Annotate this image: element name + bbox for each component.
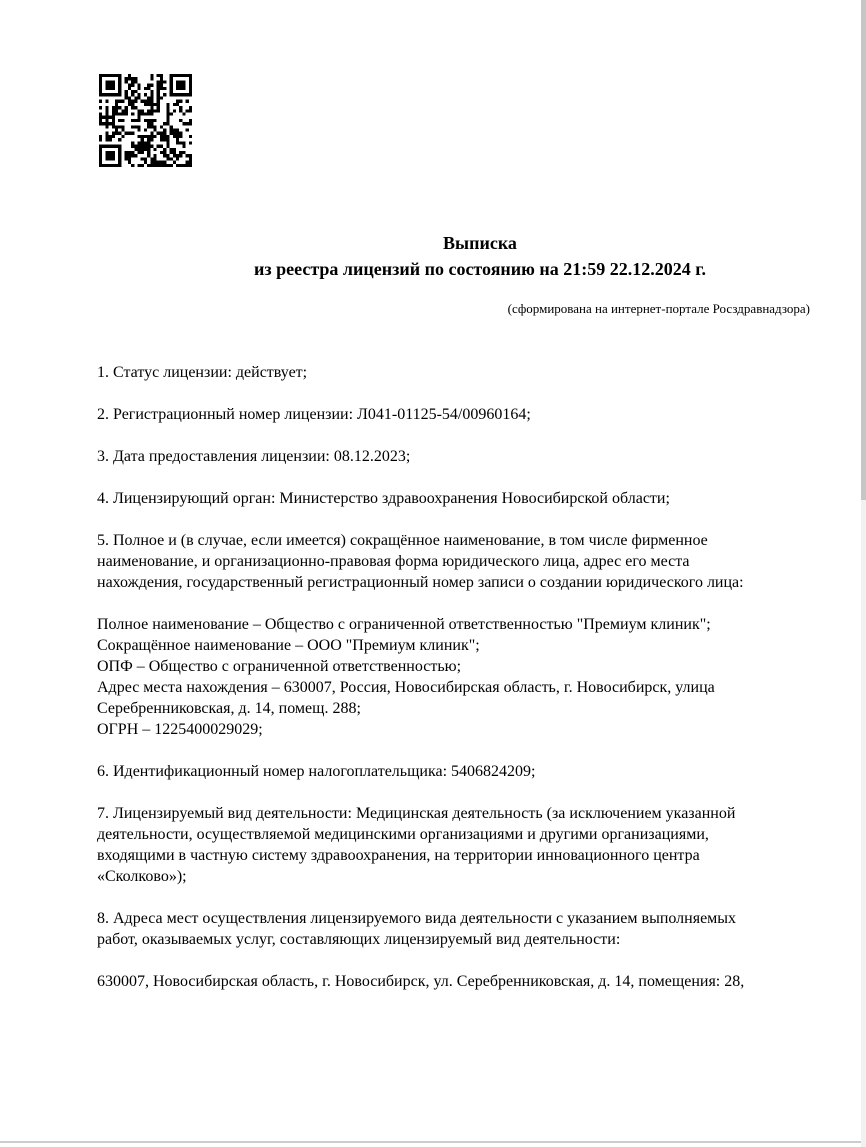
paragraph: 5. Полное и (в случае, если имеется) сокращённое наименование, в том числе фирменное наименование, и организационно-правовая форма юридического лица, адрес его места нахождения, государственный регистрационный номер записи о создании юридического лица: bbox=[97, 532, 744, 591]
paragraph: 7. Лицензируемый вид деятельности: Медицинская деятельность (за исключением указанной деятельности, осуществляемой медицинскими организациями и другими организациями, входящими в частную систему здравоохранения, на территории инновационного центра «Сколково»); bbox=[97, 805, 736, 885]
paragraph: 630007, Новосибирская область, г. Новосибирск, ул. Серебренниковская, д. 14, помещения: 28, bbox=[97, 973, 745, 990]
formation-note: (сформирована на интернет-портале Росздравнадзора) bbox=[507, 301, 810, 316]
page-bottom-edge bbox=[0, 1141, 861, 1143]
paragraph: 4. Лицензирующий орган: Министерство здравоохранения Новосибирской области; bbox=[97, 490, 670, 507]
paragraph: 1. Статус лицензии: действует; bbox=[97, 364, 308, 381]
scrollbar-thumb[interactable] bbox=[861, 0, 866, 500]
vertical-scrollbar[interactable] bbox=[861, 0, 866, 1147]
paragraph: Полное наименование – Общество с ограниченной ответственностью "Премиум клиник"; Сокращённое наименование – ООО "Премиум клиник"; ОПФ – Общество с ограниченной ответственностью; Адрес места нахождения – 630007, Россия, Новосибирская область, г. Новосибирск, улица Серебренниковская, д. 14, помещ. 288; ОГРН – 1225400029029; bbox=[97, 616, 715, 738]
paragraph: 3. Дата предоставления лицензии: 08.12.2023; bbox=[97, 448, 411, 465]
document-title-line1: Выписка bbox=[443, 233, 517, 253]
paragraph: 2. Регистрационный номер лицензии: Л041-01125-54/00960164; bbox=[97, 406, 531, 423]
document-title bbox=[130, 230, 830, 282]
qr-code-icon bbox=[98, 74, 193, 167]
paragraph: 8. Адреса мест осуществления лицензируемого вида деятельности с указанием выполняемых работ, оказываемых услуг, составляющих лицензируемый вид деятельности: bbox=[97, 910, 737, 948]
paragraph: 6. Идентификационный номер налогоплательщика: 5406824209; bbox=[97, 763, 536, 780]
document-body bbox=[97, 362, 797, 1013]
document-title-line2: из реестра лицензий по состоянию на 21:59 22.12.2024 г. bbox=[254, 259, 706, 279]
